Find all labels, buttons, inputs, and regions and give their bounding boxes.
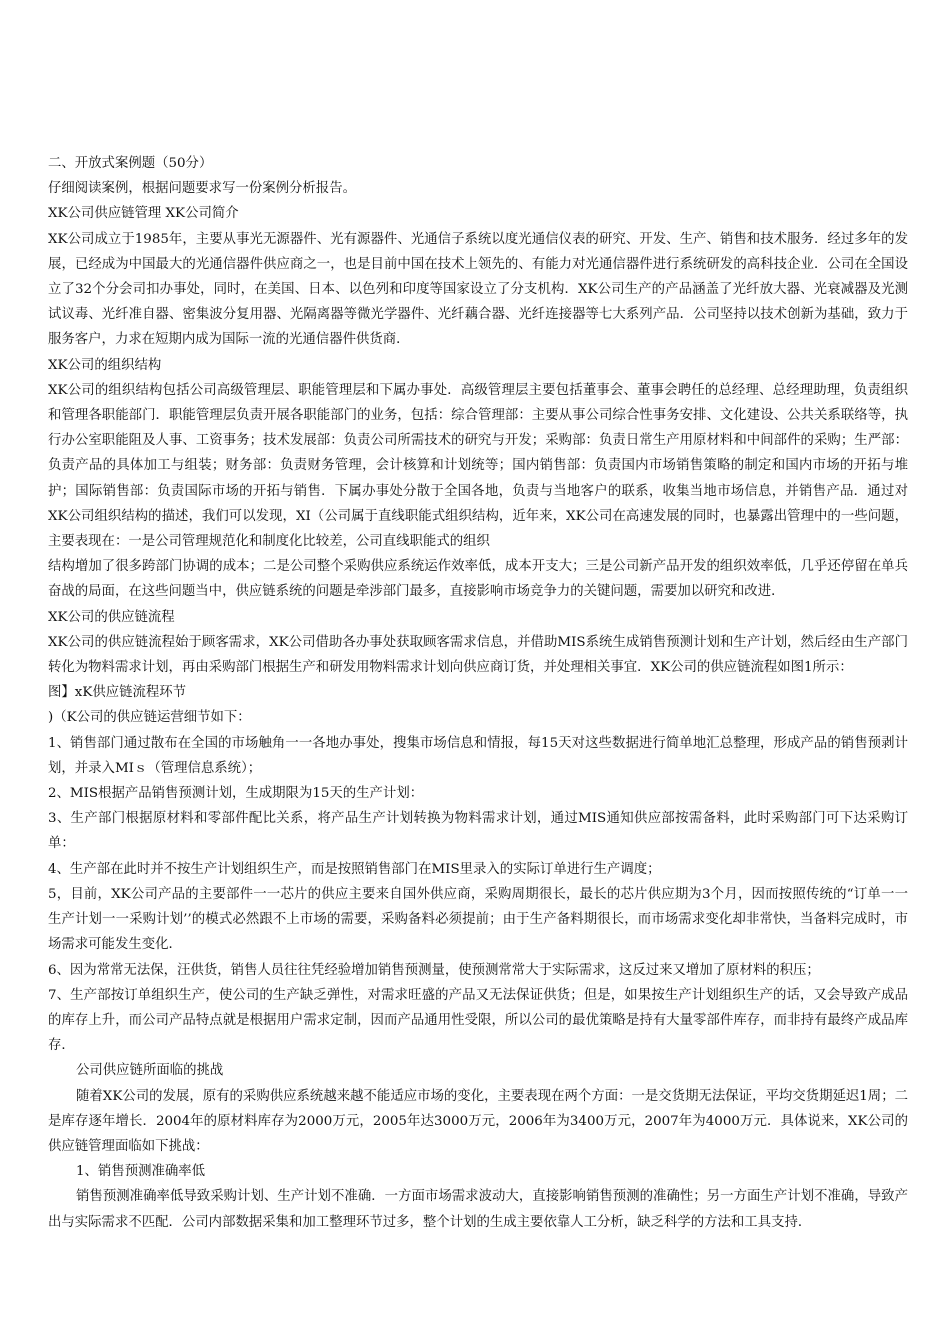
challenges-paragraph: 随着XK公司的发展，原有的采购供应系统越来越不能适应市场的变化，主要表现在两个方面：一是交货期无法保证，平均交货期延迟1周；二是库存逐年增长．2004年的原材料库存为2000万元，2005年达3000万元，2006年为3400万元，2007年为4000万元．具体说来，XK公司的供应链管理面临如下挑战：: [48, 1088, 908, 1154]
intro-paragraph: XK公司成立于1985年，主要从事光无源器件、光有源器件、光通信子系统以度光通信仪表的研究、开发、生产、销售和技术服务．经过多年的发展，已经成为中国最大的光通信器件供应商之一，也是目前中国在技术上领先的、有能力对光通信器件进行系统研发的高科技企业．公司在全国设立了32个分会司扣办事处，同时，在美国、日本、以色列和印度等国家设立了分支机构．XK公司生产的产品涵盖了光纤放大器、光衰减器及光测试议毒、光纤准自器、密集波分复用器、光隔离器等微光学器件、光纤藕合器、光纤连接器等七大系列产品．公司坚持以技术创新为基础，致力于服务客户，力求在短期内成为国际一流的光通信器件供货商．: [48, 231, 908, 348]
figure-caption: 图】xK供应链流程环节: [48, 685, 187, 701]
challenge-1-heading: 1、销售预测准确率低: [76, 1164, 206, 1180]
case-title: XK公司供应链管理 XK公司简介: [48, 206, 239, 222]
list-item: 5，目前，XK公司产品的主要部件一一芯片的供应主要来自国外供应商，采购周期很长，最长的芯片供应期为3个月，因而按照传统的“订单一一生产计划一一采购计划’’的模式必然跟不上市场的需要，采购备料必须提前；由于生产备料期很长，而市场需求变化却非常快，当备料完成时，市场需求可能发生变化．: [48, 886, 908, 953]
challenges-heading: 公司供应链所面临的挑战: [76, 1063, 224, 1079]
section-heading: 二、开放式案例题（50分）: [48, 156, 213, 171]
list-item: 7、生产部按订单组织生产，使公司的生产缺乏弹性，对需求旺盛的产品又无法保证供货；但是，如果按生产计划组织生产的话，又会导致产成品的库存上升，而公司产品特点就是根据用户需求定制，因而产品通用性受限，所以公司的最优策略是持有大量零部件库存，而非持有最终产成品库存．: [48, 987, 908, 1054]
list-item: 4、生产部在此时并不按生产计划组织生产，而是按照销售部门在MIS里录入的实际订单进行生产调度；: [48, 861, 661, 877]
list-item: 1、销售部门通过散布在全国的市场触角一一各地办事处，搜集市场信息和情报，每15天对这些数据进行简单地汇总整理，形成产品的销售预剥计划，并录入MIｓ（管理信息系统）；: [48, 735, 908, 776]
document-page: [48, 151, 908, 1235]
challenge-1-paragraph: 销售预测准确率低导致采购计划、生产计划不准确．一方面市场需求波动大，直接影响销售预测的准确性；另一方面生产计划不准确，导致产出与实际需求不匹配．公司内部数据采集和加工整理环节过多，整个计划的生成主要依靠人工分析，缺乏科学的方法和工具支持．: [48, 1189, 908, 1230]
list-item: 3、生产部门根据原材料和零部件配比关系，将产品生产计划转换为物料需求计划，通过MIS通知供应部按需备料，此时采购部门可下达采购订单：: [48, 811, 908, 852]
list-item: 6、因为常常无法保，汪供货，销售人员往往凭经验增加销售预测量，使预测常常大于实际需求，这反过来又增加了原材料的积压；: [48, 962, 820, 978]
org-paragraph-2: 结构增加了很多跨部门协调的成本；二是公司整个采购供应系统运作效率低，成本开支大；三是公司新产品开发的组织效率低，几乎还停留在单兵奋战的局面，在这些问题当中，供应链系统的问题是牵涉部门最多，直接影响市场竞争力的关键问题，需要加以研究和改进．: [48, 559, 908, 600]
supply-chain-paragraph: XK公司的供应链流程始于顾客需求，XK公司借助各办事处获取顾客需求信息，并借助MIS系统生成销售预测计划和生产计划，然后经由生产部门转化为物料需求计划，再由采购部门根据生产和研发用物料需求计划向供应商订货，并处理相关事宜．XK公司的供应链流程如图1所示：: [48, 634, 908, 676]
list-item: 2、MIS根据产品销售预测计划，生成期限为15天的生产计划：: [48, 786, 424, 802]
supply-chain-heading: XK公司的供应链流程: [48, 609, 175, 625]
instruction-text: 仔细阅读案例，根据问题要求写一份案例分析报告。: [48, 181, 356, 197]
details-intro: )（K公司的供应链运营细节如下：: [48, 710, 251, 726]
org-paragraph-1: XK公司的组织结构包括公司高级管理层、职能管理层和下属办事处．高级管理层主要包括董事会、董事会聘任的总经理、总经理助理，负责组织和管理各职能部门．职能管理层负责开展各职能部门的业务，包括：综合管理部：主要从事公司综合性事务安排、文化建设、公共关系联络等，执行办公室职能阻及人事、工资事务；技术发展部：负责公司所需技术的研究与开发；采购部：负责日常生产用原材料和中间部件的采购；生严部：负责产品的具体加工与组装；财务部：负责财务管理，会计核算和计划统等；国内销售部：负责国内市场销售策略的制定和国内市场的开拓与堆护；国际销售部：负责国际市场的开拓与销售．下属办事处分散于全国各地，负责与当地客户的联系，收集当地市场信息，并销售产品．通过对XK公司组织结构的描述，我们可以发现，XI（公司属于直线职能式组织结构，近年来，XK公司在高速发展的同时，也暴露出管理中的一些问题，主要表现在：一是公司管理规范化和制度化比较差，公司直线职能式的组织: [48, 382, 908, 550]
org-heading: XK公司的组织结构: [48, 357, 162, 373]
